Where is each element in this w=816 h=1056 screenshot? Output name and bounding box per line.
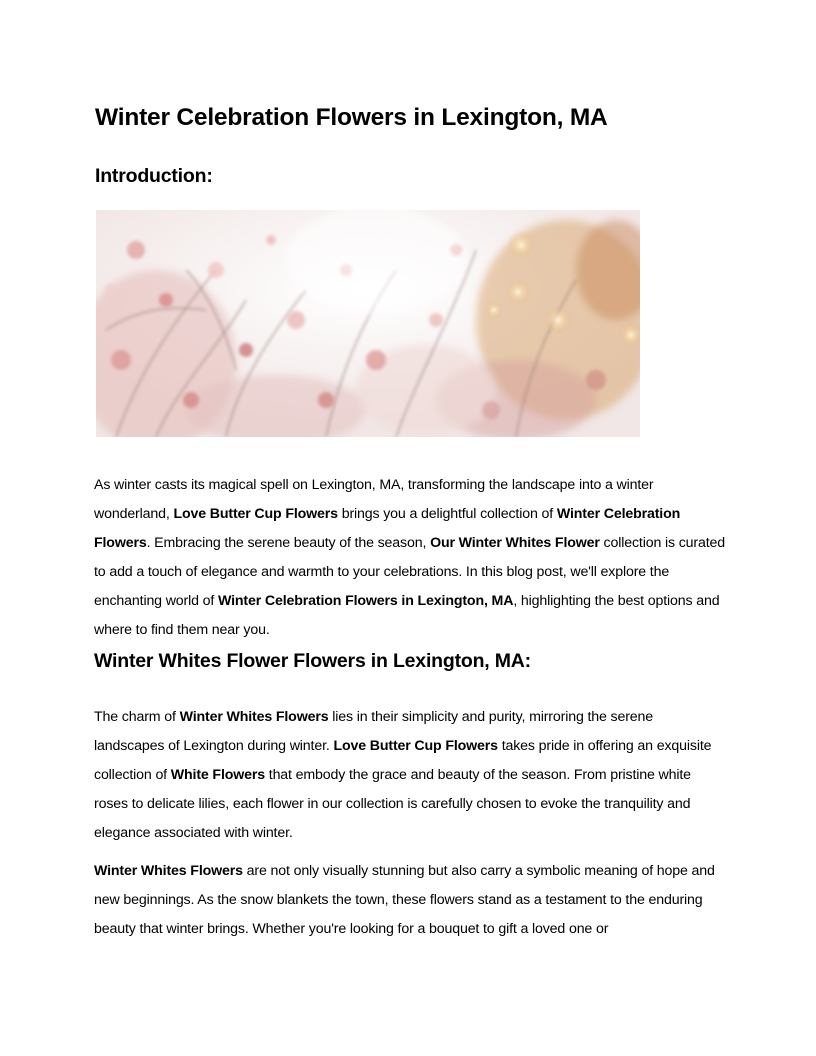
bold-winter-whites-flowers: Winter Whites Flowers [179,709,329,725]
bold-white-flowers: White Flowers [170,767,265,783]
bold-winter-celebration-lexington: Winter Celebration Flowers in Lexington, MA [217,593,514,609]
section-heading: Winter Whites Flower Flowers in Lexington, MA: [94,650,531,672]
bold-love-butter-cup-2: Love Butter Cup Flowers [333,738,498,754]
page-title: Winter Celebration Flowers in Lexington, MA [95,104,608,131]
winter-blossom-photo-icon [96,210,640,437]
intro-heading: Introduction: [95,165,213,187]
bold-our-winter-whites-flower: Our Winter Whites Flower [430,535,600,551]
winter-whites-paragraph: The charm of Winter Whites Flowers lies in their simplicity and purity, mirroring the serene landscapes of Lexington during winter. Love Butter Cup Flowers takes pride in offering an exquisite collection of White Flowers that embody the grace and beauty of the season. From pristine white roses to delicate lilies, each flower in our collection is carefully chosen to evoke the tranquility and elegance associated with winter. [94,709,712,841]
bold-winter-celebration-flowers: Winter Celebration Flowers [94,506,681,551]
bold-winter-whites-flowers-2: Winter Whites Flowers [94,863,243,879]
bold-love-butter-cup: Love Butter Cup Flowers [173,506,338,522]
symbolic-meaning-paragraph: Winter Whites Flowers are not only visually stunning but also carry a symbolic meaning of hope and new beginnings. As the snow blankets the town, these flowers stand as a testament to the enduring beauty that winter brings. Whether you're looking for a bouquet to gift a loved one or [94,863,715,937]
intro-paragraph: As winter casts its magical spell on Lexington, MA, transforming the landscape into a winter wonderland, Love Butter Cup Flowers brings you a delightful collection of Winter Celebration Flowers. Embracing the serene beauty of the season, Our Winter Whites Flower collection is curated to add a touch of elegance and warmth to your celebrations. In this blog post, we'll explore the enchanting world of Winter Celebration Flowers in Lexington, MA, highlighting the best options and where to find them near you. [94,477,725,638]
